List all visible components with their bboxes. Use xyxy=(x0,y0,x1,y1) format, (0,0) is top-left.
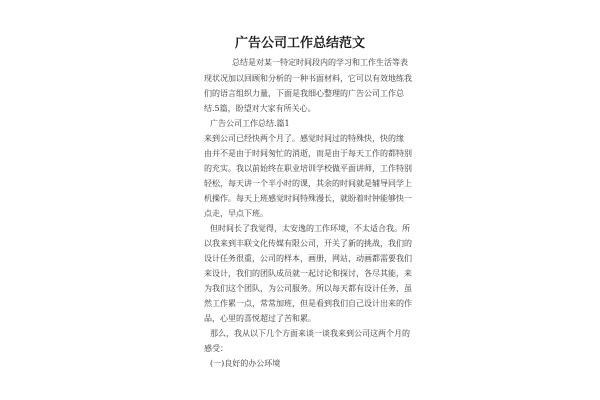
body-line: 以我来到丰联文化传媒有限公司，开关了新的挑战，我们的 xyxy=(204,239,412,248)
body-line: 现状况加以回顾和分析的一种书面材料，它可以有效地练我 xyxy=(204,74,412,83)
body-line: 来设计，我们的团队成员就一起讨论和探讨，各尽其能，来 xyxy=(204,269,412,278)
subsection-heading: (一)良好的办公环境 xyxy=(210,359,281,368)
body-line: 点走，早点下班。 xyxy=(204,209,268,218)
body-line: 感受： xyxy=(204,344,228,353)
body-line: 轻松，每天讲一个半小时的课，其余的时间就是辅导同学上 xyxy=(204,179,412,188)
body-line: 那么，我从以下几个方面来谈一谈我来到公司这两个月的 xyxy=(210,329,410,338)
body-line: 来到公司已经快两个月了。感觉时间过的特殊快，快的缘 xyxy=(204,134,404,143)
body-line: 结.5篇，盼望对大家有所关心。 xyxy=(204,104,316,113)
body-line: 但时间长了我觉得，太安逸的工作环境，不太适合我。所 xyxy=(210,224,410,233)
document-title: 广告公司工作总结范文 xyxy=(234,36,365,51)
section-heading: 广告公司工作总结.篇1 xyxy=(210,119,290,128)
body-line: 为我们这个团队，为公司服务。所以每天都有设计任务，虽 xyxy=(204,284,412,293)
body-line: 由并不是由于时间匆忙的消逝，而是由于每天工作的都特别 xyxy=(204,149,412,158)
body-line: 们的语言组织力量，下面是我细心整理的广告公司工作总 xyxy=(204,89,404,98)
body-line: 然工作累一点，常常加班，但是看到我们自己设计出来的作 xyxy=(204,299,412,308)
body-line: 的充实。我以前始终在职业培训学校做平面讲师，工作特别 xyxy=(204,164,412,173)
body-line: 设计任务很重，公司的样本，画册，网站，动画都需要我们 xyxy=(204,254,412,263)
body-line: 总结是对某一特定时间段内的学习和工作生活等表 xyxy=(232,58,408,67)
body-line: 机操作。每天上班感觉时间特殊漫长，就盼着时钟能够快一 xyxy=(204,194,412,203)
body-line: 品，心里的喜悦超过了苦和累。 xyxy=(204,314,316,323)
